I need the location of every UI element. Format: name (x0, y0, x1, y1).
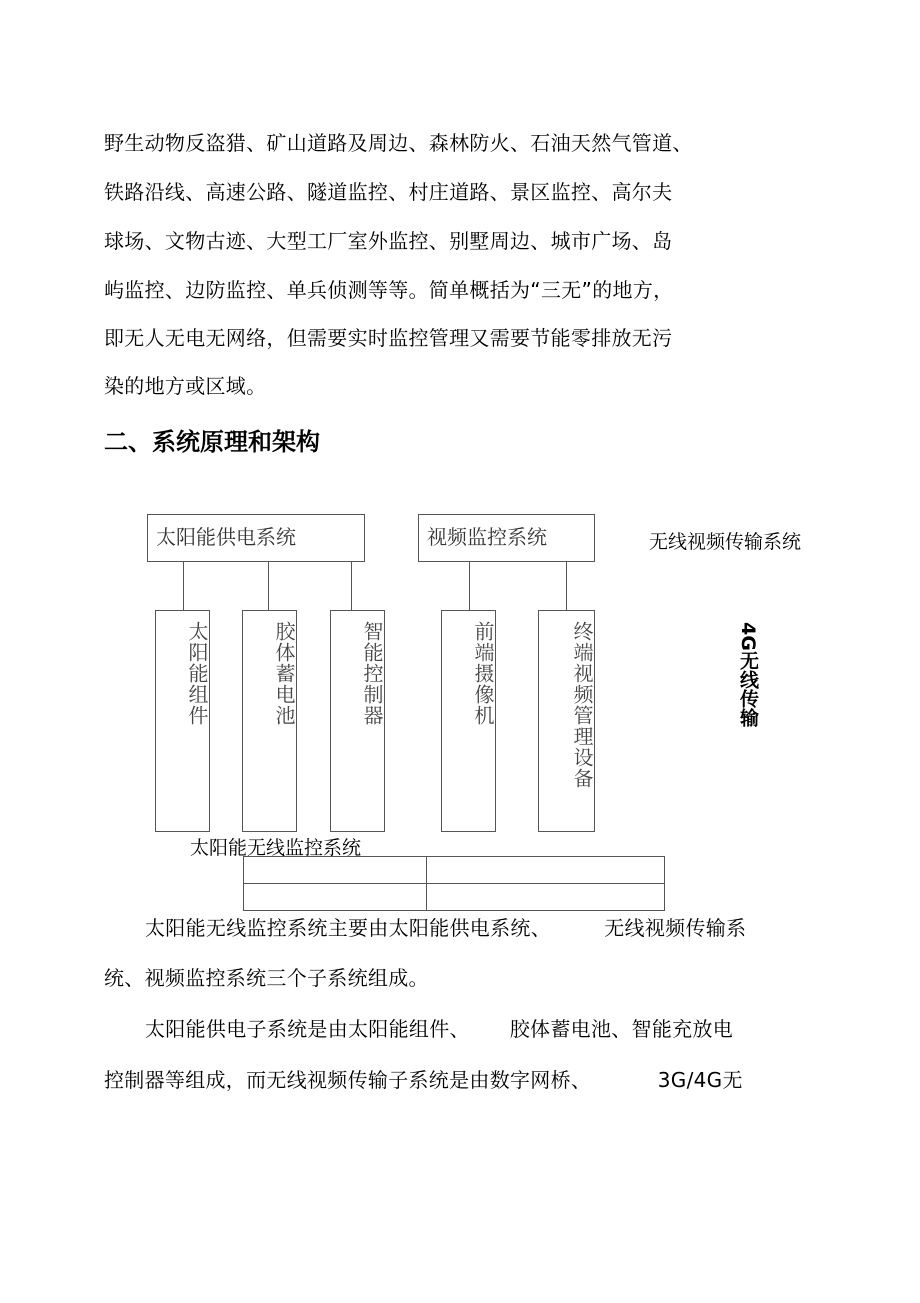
front-camera-box: 前端摄像机 (441, 610, 496, 832)
body-text-line: 控制器等组成，而无线视频传输子系统是由数字网桥、 3G/4G无 (104, 1068, 743, 1092)
table-cell (427, 857, 665, 884)
body-text-line: 太阳能供电子系统是由太阳能组件、 胶体蓄电池、智能充放电 (145, 1017, 734, 1041)
empty-table (243, 856, 665, 911)
body-text-line: 染的地方或区域。 (104, 374, 267, 398)
wireless-transmission-system-label: 无线视频传输系统 (649, 531, 802, 553)
connector-line (351, 562, 352, 610)
section-heading: 二、系统原理和架构 (104, 428, 320, 456)
connector-line (566, 562, 567, 610)
terminal-video-management-box: 终端视频管理设备 (538, 610, 595, 832)
connector-line (268, 562, 269, 610)
body-text-line: 屿监控、边防监控、单兵侦测等等。简单概括为“三无”的地方， (104, 278, 674, 302)
body-text-line: 太阳能无线监控系统主要由太阳能供电系统、 无线视频传输系 (145, 916, 747, 940)
diagram-caption: 太阳能无线监控系统 (190, 837, 362, 859)
solar-power-system-box: 太阳能供电系统 (147, 514, 365, 562)
table-cell (244, 857, 427, 884)
table-cell (244, 884, 427, 911)
smart-controller-box: 智能控制器 (330, 610, 385, 832)
body-text-line: 统、视频监控系统三个子系统组成。 (104, 966, 429, 990)
body-text-line: 铁路沿线、高速公路、隧道监控、村庄道路、景区监控、高尔夫 (104, 180, 673, 204)
connector-line (469, 562, 470, 610)
video-monitoring-system-box: 视频监控系统 (418, 514, 595, 562)
body-text-line: 野生动物反盗猎、矿山道路及周边、森林防火、石油天然气管道、 (104, 131, 693, 155)
4g-wireless-transmission-label: 4G无线传输 (737, 622, 759, 727)
connector-line (183, 562, 184, 610)
table-cell (427, 884, 665, 911)
body-text-line: 球场、文物古迹、大型工厂室外监控、别墅周边、城市广场、岛 (104, 229, 673, 253)
body-text-line: 即无人无电无网络，但需要实时监控管理又需要节能零排放无污 (104, 326, 673, 350)
gel-battery-box: 胶体蓄电池 (242, 610, 297, 832)
solar-module-box: 太阳能组件 (155, 610, 210, 832)
